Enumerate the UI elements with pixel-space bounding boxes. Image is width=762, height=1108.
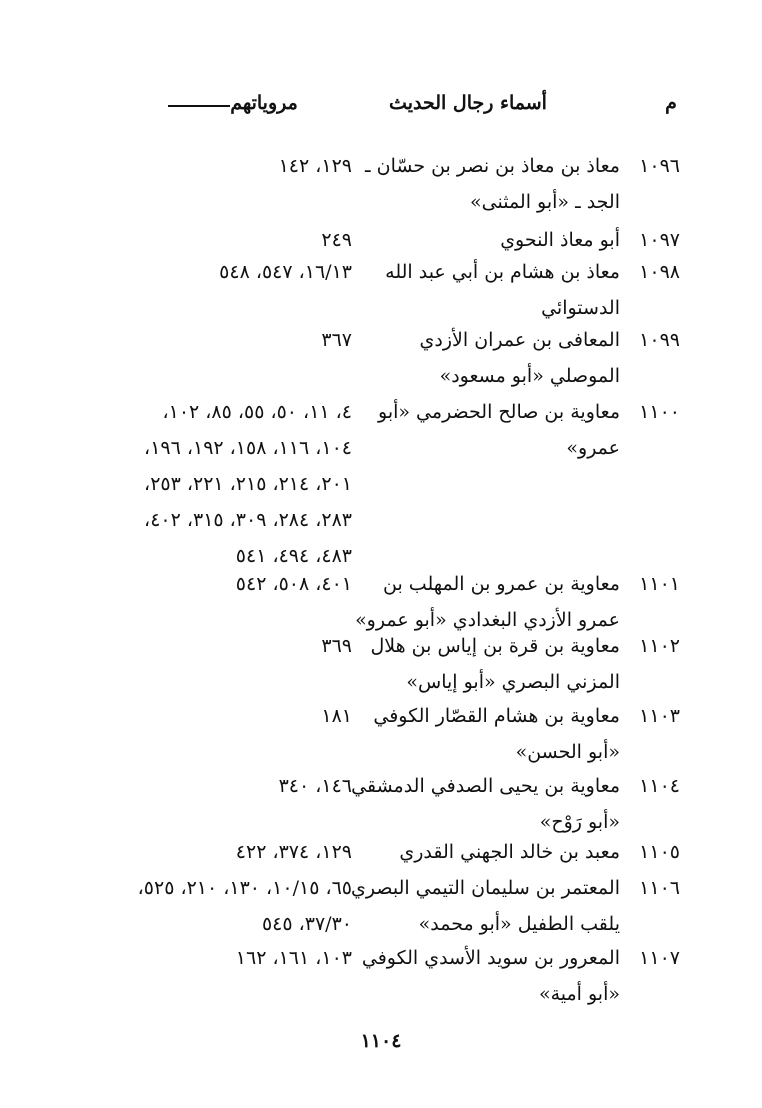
header-narrations [162, 92, 302, 114]
entry-narrations-line: ٦٥، ١٠/١٥، ١٣٠، ٢١٠، ٥٢٥، [137, 877, 352, 899]
entry-name [365, 148, 620, 220]
entry-name [380, 394, 620, 466]
entry-number: ١٠٩٧ [639, 229, 680, 251]
entry-name-line: عمرو» [566, 437, 620, 459]
entry-narrations-line: ٢٨٣، ٢٨٤، ٣٠٩، ٣١٥، ٤٠٢، [144, 509, 352, 531]
entry-name-line: الموصلي «أبو مسعود» [439, 365, 620, 387]
entry-narrations [42, 322, 352, 358]
entry-number: ١١٠١ [639, 573, 680, 595]
entry-name [380, 834, 620, 870]
entry-narrations-line: ٣٦٩ [321, 635, 352, 657]
entry-narrations-line: ١٢٩، ٣٧٤، ٤٢٢ [235, 841, 352, 863]
entry-name-line: معاذ بن هشام بن أبي عبد الله [385, 261, 620, 283]
header-narrations-label: مروياتهم [230, 92, 298, 114]
entry-narrations-line: ١٤٦، ٣٤٠ [278, 775, 352, 797]
entry-narrations [42, 222, 352, 258]
entry-narrations [42, 834, 352, 870]
entry-number: ١١٠٠ [639, 401, 680, 423]
entry-narrations [42, 768, 352, 804]
entry-narrations-line: ٢٠١، ٢١٤، ٢١٥، ٢٢١، ٢٥٣، [144, 473, 352, 495]
entry-number: ١١٠٧ [639, 947, 680, 969]
entry-narrations-line: ١٠٤، ١١٦، ١٥٨، ١٩٢، ١٩٦، [144, 437, 352, 459]
entry-number: ١٠٩٦ [639, 155, 680, 177]
entry-narrations-line: ٣٧/٣٠، ٥٤٥ [261, 913, 352, 935]
entry-name-line: معاوية بن قرة بن إياس بن هلال [370, 635, 620, 657]
entry-narrations-line: ٤٠١، ٥٠٨، ٥٤٢ [235, 573, 352, 595]
entry-name-line: المعافى بن عمران الأزدي [419, 329, 620, 351]
entry-narrations-line: ١٠٣، ١٦١، ١٦٢ [235, 947, 352, 969]
entry-name [351, 870, 620, 942]
entry-name [380, 222, 620, 258]
entry-name-line: معاوية بن يحيى الصدفي الدمشقي [351, 775, 620, 797]
entry-number: ١١٠٦ [639, 877, 680, 899]
header-index: م [665, 92, 677, 114]
entry-name [361, 940, 620, 1012]
page-number: ١١٠٤ [360, 1030, 402, 1052]
entry-narrations [42, 698, 352, 734]
entry-narrations [42, 148, 352, 184]
entry-narrations-line: ٤٨٣، ٤٩٤، ٥٤١ [235, 545, 352, 567]
entry-narrations [42, 940, 352, 976]
entry-name-line: «أبو أمية» [538, 983, 620, 1005]
entry-narrations [42, 628, 352, 664]
entry-name [380, 322, 620, 394]
entry-name-line: الجد ـ «أبو المثنى» [470, 191, 620, 213]
header-underline [168, 105, 230, 107]
entry-name-line: معاوية بن عمرو بن المهلب بن [383, 573, 620, 595]
entry-narrations-line: ٤، ١١، ٥٠، ٥٥، ٨٥، ١٠٢، [162, 401, 352, 423]
entry-number: ١٠٩٨ [639, 261, 680, 283]
entry-name-line: المعتمر بن سليمان التيمي البصري [351, 877, 620, 899]
entry-narrations [42, 254, 352, 290]
entry-name [351, 768, 620, 840]
entry-number: ١١٠٥ [639, 841, 680, 863]
entry-name-line: معبد بن خالد الجهني القدري [399, 841, 620, 863]
entry-name-line: المزني البصري «أبو إياس» [406, 671, 620, 693]
entry-narrations-line: ١٨١ [321, 705, 352, 727]
entry-name-line: المعرور بن سويد الأسدي الكوفي [361, 947, 620, 969]
entry-name-line: عمرو الأزدي البغدادي «أبو عمرو» [355, 609, 620, 631]
entry-name [380, 254, 620, 326]
entry-narrations [42, 566, 352, 602]
entry-number: ١١٠٤ [639, 775, 680, 797]
entry-name-line: معاوية بن صالح الحضرمي «أبو [378, 401, 620, 423]
entry-name-line: يلقب الطفيل «أبو محمد» [418, 913, 620, 935]
entry-name-line: أبو معاذ النحوي [500, 229, 620, 251]
entry-name-line: الدستوائي [541, 297, 620, 319]
entry-name-line: «أبو الحسن» [515, 741, 620, 763]
header-names: أسماء رجال الحديث [389, 92, 547, 114]
entry-name [373, 698, 620, 770]
entry-narrations [42, 394, 352, 574]
entry-narrations [42, 870, 352, 942]
entry-narrations-line: ٣٦٧ [321, 329, 352, 351]
entry-name-line: معاذ بن معاذ بن نصر بن حسّان ـ [365, 155, 620, 177]
entry-name-line: معاوية بن هشام القصّار الكوفي [373, 705, 620, 727]
entry-number: ١٠٩٩ [639, 329, 680, 351]
entry-name-line: «أبو رَوْح» [539, 811, 620, 833]
entry-narrations-line: ٢٤٩ [321, 229, 352, 251]
entry-narrations-line: ١٢٩، ١٤٢ [278, 155, 352, 177]
entry-name [370, 628, 620, 700]
entry-number: ١١٠٢ [639, 635, 680, 657]
entry-number: ١١٠٣ [639, 705, 680, 727]
entry-narrations-line: ١٦/١٣، ٥٤٧، ٥٤٨ [219, 261, 352, 283]
